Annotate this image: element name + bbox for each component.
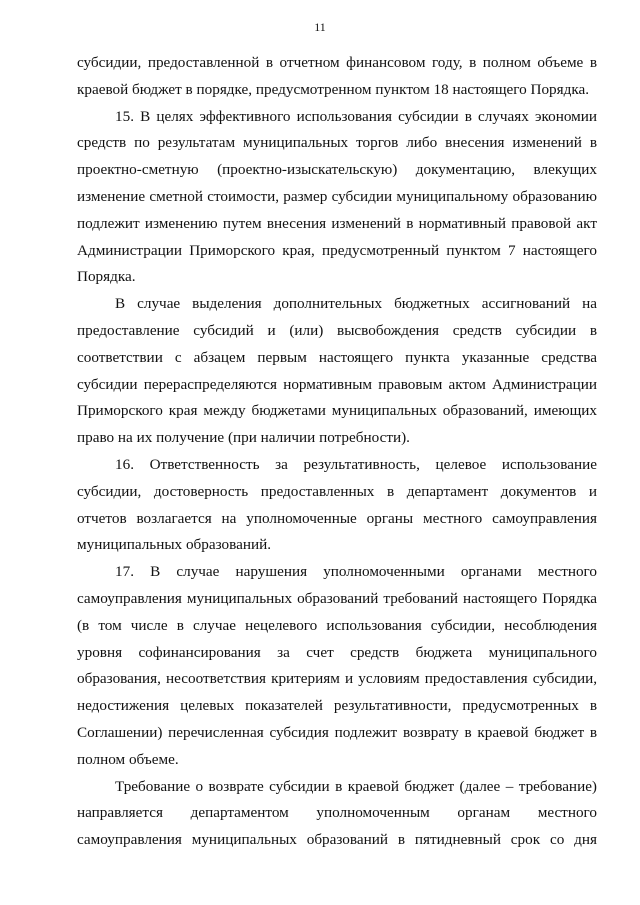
document-body	[77, 50, 597, 854]
paragraph-item-16: 16. Ответственность за результативность, целевое использование субсидии, достоверность предоставленных в департамент документов и отчетов возлагается на уполномоченные органы местного самоуправления муниципальных образований.	[77, 455, 597, 554]
paragraph-item-17: 17. В случае нарушения уполномоченными органами местного самоуправления муниципальных образований требований настоящего Порядка (в том числе в случае нецелевого использования субсидии, несоблюдения уровня софинансирования за счет средств бюджета муниципального образования, несоответствия критериям и условиям предоставления субсидии, недостижения целевых показателей результативности, предусмотренных в Соглашении) перечисленная субсидия подлежит возврату в краевой бюджет в полном объеме.	[77, 563, 597, 768]
paragraph-item-15-second: В случае выделения дополнительных бюджетных ассигнований на предоставление субсидий и (или) высвобождения средств субсидии в соответствии с абзацем первым настоящего пункта указанные средства субсидии перераспределяются нормативным правовым актом Администрации Приморского края между бюджетами муниципальных образований, имеющих право на их получение (при наличии потребности).	[77, 295, 597, 447]
paragraph-continuation: субсидии, предоставленной в отчетном финансовом году, в полном объеме в краевой бюджет в порядке, предусмотренном пунктом 18 настоящего Порядка.	[77, 54, 597, 98]
page-number: 11	[314, 20, 326, 34]
paragraph-item-15: 15. В целях эффективного использования субсидии в случаях экономии средств по результатам муниципальных торгов либо внесения изменений в проектно-сметную (проектно-изыскательскую) документацию, влекущих изменение сметной стоимости, размер субсидии муниципальному образованию подлежит изменению путем внесения изменений в нормативный правовой акт Администрации Приморского края, предусмотренный пунктом 7 настоящего Порядка.	[77, 107, 597, 286]
paragraph-item-17-second: Требование о возврате субсидии в краевой бюджет (далее – требование) направляется департаментом уполномоченным органам местного самоуправления муниципальных образований в пятидневный срок со дня	[77, 777, 597, 849]
